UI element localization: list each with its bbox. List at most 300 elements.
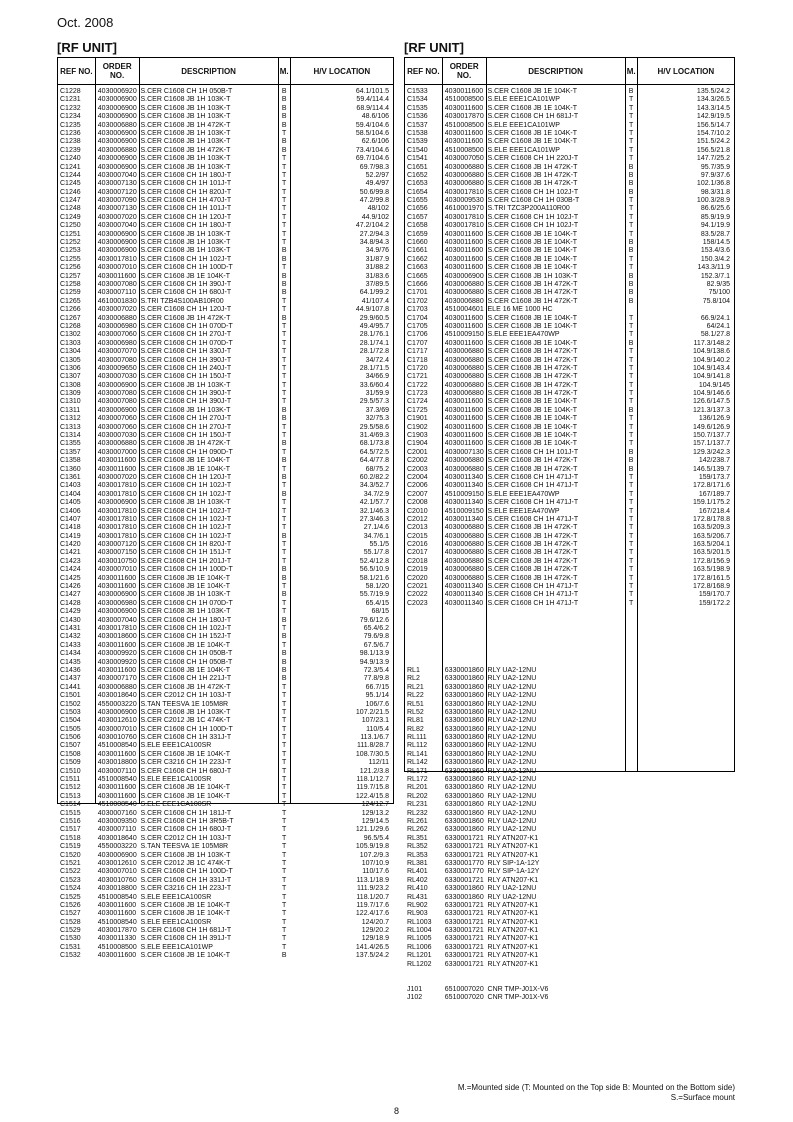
mounted-cell: T: [629, 138, 634, 146]
order-cell: 4030017810: [97, 507, 137, 515]
location-cell: 129/14.5: [361, 817, 389, 825]
order-cell: 4510008540: [97, 893, 137, 901]
ref-cell: C1901: [407, 415, 428, 423]
description-cell: S.CER C1608 JB 1H 472K-T: [487, 348, 578, 356]
description-cell: S.CER C1608 JB 1H 472K-T: [487, 356, 578, 364]
description-cell: S.CER C1608 CH 1H 180J-T: [140, 171, 232, 179]
ref-cell: C1246: [60, 188, 81, 196]
order-cell: 4030006880: [444, 557, 484, 565]
order-cell: 4030006880: [444, 465, 484, 473]
mounted-cell: B: [628, 180, 634, 188]
ref-cell: C1534: [407, 96, 428, 104]
order-cell: 6330001860: [444, 801, 484, 809]
mounted-cell: T: [282, 843, 287, 851]
ref-cell: C1902: [407, 423, 428, 431]
ref-cell: RL1006: [407, 943, 432, 951]
location-cell: 33.6/60.4: [359, 381, 389, 389]
ref-cell: C1526: [60, 901, 81, 909]
mounted-cell: [626, 759, 637, 767]
description-cell: S.CER C1608 CH 1H 150J-T: [140, 432, 232, 440]
mounted-cell: [626, 961, 637, 969]
description-cell: S.CER C1608 JB 1H 472K-T: [140, 121, 231, 129]
description-cell: S.CER C1608 JB 1E 104K-T: [487, 406, 578, 414]
location-cell: [638, 935, 734, 943]
location-cell: 129/20.2: [361, 927, 389, 935]
ref-cell: C1661: [407, 247, 428, 255]
location-cell: [638, 860, 734, 868]
description-cell: S.CER C1608 CH 1H 102J-T: [140, 532, 232, 540]
location-cell: 64.1/101.5: [355, 88, 389, 95]
location-cell: 150.3/4.2: [700, 255, 731, 263]
location-cell: 68.9/114.4: [356, 104, 389, 112]
order-cell: 6330001860: [444, 666, 484, 674]
order-cell: 4030011600: [444, 104, 484, 112]
order-cell: 4510008500: [444, 121, 484, 129]
footnote-mounted-side: M.=Mounted side (T: Mounted on the Top side B: Mounted on the Bottom side): [457, 1083, 735, 1092]
mounted-cell: T: [282, 809, 287, 817]
description-cell: RLY UA2-12NU: [487, 767, 537, 775]
ref-cell: C1250: [60, 222, 81, 230]
ref-cell: C2013: [407, 524, 428, 532]
description-cell: S.ELE EEE1CA100SR: [140, 742, 212, 750]
ref-cell: C2020: [407, 574, 428, 582]
ref-cell: C1540: [407, 146, 428, 154]
ref-cell: RL142: [407, 759, 428, 767]
header-location: H/V LOCATION: [313, 66, 371, 76]
location-cell: 27.3/46.3: [359, 515, 389, 523]
location-cell: [638, 927, 734, 935]
order-cell: 6330001860: [444, 809, 484, 817]
mounted-cell: T: [282, 239, 287, 247]
location-cell: 159/172.2: [698, 599, 731, 607]
ref-cell: C1428: [60, 599, 81, 607]
description-cell: S.CER C1608 CH 1H 102J-T: [140, 524, 232, 532]
description-cell: RLY UA2-12NU: [487, 717, 537, 725]
ref-cell: C2003: [407, 465, 428, 473]
location-cell: [638, 818, 734, 826]
mounted-cell: [626, 684, 637, 692]
description-cell: RLY ATN207-K1: [487, 943, 539, 951]
ref-cell: C2012: [407, 515, 428, 523]
mounted-cell: [626, 944, 637, 952]
location-cell: 172.8/168.9: [693, 583, 731, 591]
description-cell: S.CER C1608 CH 1H 270J-T: [140, 423, 232, 431]
mounted-cell: T: [629, 230, 634, 238]
description-cell: RLY ATN207-K1: [487, 910, 539, 918]
order-cell: 4030006880: [444, 524, 484, 532]
location-cell: 119.7/17.6: [356, 901, 389, 909]
location-cell: 159/170.7: [698, 591, 731, 599]
ref-cell: C1252: [60, 239, 81, 247]
order-cell: 4030018600: [97, 633, 137, 641]
description-cell: RLY UA2-12NU: [487, 893, 537, 901]
mounted-cell: T: [282, 213, 287, 221]
ref-cell: C1234: [60, 113, 81, 121]
location-cell: 156.5/14.7: [696, 121, 731, 129]
order-cell: 4030007070: [97, 348, 137, 356]
description-cell: RLY UA2-12NU: [487, 776, 537, 784]
order-cell: 4030011600: [444, 314, 484, 322]
location-cell: 29.9/60.5: [359, 314, 389, 322]
description-cell: S.CER C1608 JB 1H 472K-T: [487, 524, 578, 532]
mounted-cell: T: [282, 222, 287, 230]
description-cell: RLY UA2-12NU: [487, 700, 537, 708]
description-cell: S.CER C1608 JB 1H 103K-T: [140, 708, 231, 716]
mounted-cell: T: [282, 465, 287, 473]
order-cell: 4510004601: [444, 306, 484, 314]
mounted-cell: T: [629, 348, 634, 356]
description-cell: RLY UA2-12NU: [487, 742, 537, 750]
mounted-cell: T: [282, 708, 287, 716]
order-cell: 6330001721: [444, 960, 484, 968]
ref-cell: RL1201: [407, 952, 432, 960]
ref-cell: RL381: [407, 859, 428, 867]
order-cell: 6330001860: [444, 885, 484, 893]
ref-cell: C1524: [60, 885, 81, 893]
mounted-cell: T: [282, 155, 287, 163]
order-cell: 4030018640: [97, 834, 137, 842]
ref-cell: RL353: [407, 851, 428, 859]
location-cell: 68.1/73.8: [359, 440, 389, 448]
description-cell: S.CER C1608 CH 1H 471J-T: [487, 515, 579, 523]
ref-cell: C1652: [407, 171, 428, 179]
order-cell: 4030007060: [97, 423, 137, 431]
header-ref-no: REF NO.: [405, 58, 443, 84]
location-cell: 28.1/71.5: [359, 364, 389, 372]
order-cell: 4030017810: [97, 625, 137, 632]
ref-cell: C1248: [60, 205, 81, 213]
mounted-cell: B: [281, 406, 287, 414]
description-cell: ELE 16 ME 1000 HC: [487, 306, 553, 314]
ref-cell: C1665: [407, 272, 428, 280]
ref-cell: C1522: [60, 868, 81, 876]
mounted-cell: T: [282, 180, 287, 188]
description-cell: S.CER C1608 CH 1H 100D-T: [140, 868, 233, 876]
description-cell: S.CER C1608 CH 1H 331J-T: [140, 876, 232, 884]
mounted-cell: [626, 742, 637, 750]
ref-cell: C1541: [407, 155, 428, 163]
location-cell: 66.9/24.1: [700, 314, 731, 322]
ref-cell: C1420: [60, 541, 81, 549]
mounted-cell: [626, 919, 637, 927]
description-cell: S.CER C1608 CH 1H 090D-T: [140, 448, 233, 456]
ref-cell: C1418: [60, 524, 81, 532]
order-cell: 4030007010: [97, 264, 137, 272]
mounted-cell: [626, 860, 637, 868]
description-cell: S.CER C1608 JB 1H 472K-T: [487, 171, 578, 179]
mounted-cell: [626, 952, 637, 960]
order-cell: 4030011600: [444, 432, 484, 440]
location-cell: 94.1/19.9: [700, 222, 731, 230]
description-cell: S.CER C1608 JB 1E 104K-T: [487, 104, 578, 112]
mounted-cell: T: [282, 398, 287, 406]
ref-cell: C1424: [60, 566, 81, 574]
ref-cell: C1525: [60, 893, 81, 901]
description-cell: S.CER C1608 CH 1H 391J-T: [140, 935, 232, 943]
order-cell: 6330001721: [444, 918, 484, 926]
mounted-cell: T: [282, 742, 287, 750]
location-cell: 34.3/52.7: [359, 482, 389, 490]
description-cell: S.CER C1608 JB 1H 103K-T: [140, 499, 231, 507]
mounted-cell: T: [282, 759, 287, 767]
ref-cell: C1251: [60, 230, 81, 238]
mounted-cell: T: [282, 348, 287, 356]
mounted-cell: T: [282, 197, 287, 205]
mounted-cell: T: [282, 297, 287, 305]
mounted-cell: T: [282, 717, 287, 725]
ref-cell: RL112: [407, 742, 428, 750]
order-cell: 4030011340: [444, 473, 484, 481]
description-cell: S.CER C1608 JB 1E 104K-T: [140, 457, 231, 465]
location-cell: 122.4/15.8: [355, 792, 389, 800]
order-cell: 4030010750: [97, 557, 137, 565]
ref-cell: C1256: [60, 264, 81, 272]
order-cell: 4030006880: [444, 457, 484, 465]
ref-cell: C1903: [407, 432, 428, 440]
order-cell: 4030011600: [444, 264, 484, 272]
mounted-cell: T: [629, 440, 634, 448]
order-cell: 4030006900: [97, 247, 137, 255]
mounted-cell: [626, 784, 637, 792]
order-cell: 4030006900: [97, 381, 137, 389]
order-cell: 6330001721: [444, 943, 484, 951]
mounted-cell: T: [282, 448, 287, 456]
ref-cell: C1724: [407, 398, 428, 406]
description-cell: S.ELE EEE1CA100SR: [140, 776, 212, 784]
description-cell: RLY UA2-12NU: [487, 759, 537, 767]
order-cell: 6510007020: [444, 994, 484, 1002]
mounted-cell: B: [628, 188, 634, 196]
mounted-cell: T: [629, 490, 634, 498]
ref-cell: C1303: [60, 339, 81, 347]
description-cell: S.CER C1608 JB 1E 104K-T: [140, 901, 231, 909]
mounted-cell: B: [628, 297, 634, 305]
location-cell: [638, 734, 734, 742]
location-cell: 47.2/99.8: [359, 197, 389, 205]
description-cell: S.CER C2012 JB 1C 474K-T: [140, 717, 231, 725]
location-cell: 157.1/137.7: [693, 440, 731, 448]
description-cell: RLY UA2-12NU: [487, 683, 537, 691]
ref-cell: C1357: [60, 448, 81, 456]
description-cell: S.CER C1608 JB 1E 104K-T: [487, 440, 578, 448]
ref-cell: C1421: [60, 549, 81, 557]
ref-cell: C1241: [60, 163, 81, 171]
location-cell: 79.6/9.8: [363, 633, 389, 641]
location-cell: 65.4/15: [365, 599, 389, 607]
description-cell: S.CER C1608 JB 1E 104K-T: [487, 423, 578, 431]
mounted-cell: T: [629, 532, 634, 540]
order-cell: 6330001860: [444, 725, 484, 733]
order-cell: 4030007060: [97, 331, 137, 339]
mounted-cell: [626, 801, 637, 809]
location-cell: 28.1/72.8: [359, 348, 389, 356]
ref-cell: C1536: [407, 113, 428, 121]
ref-cell: C1247: [60, 197, 81, 205]
header-order-no: ORDER NO.: [96, 58, 140, 84]
ref-cell: C1722: [407, 381, 428, 389]
header-order-no: ORDER NO.: [443, 58, 487, 84]
order-cell: 4610001970: [444, 205, 484, 213]
mounted-cell: T: [282, 801, 287, 809]
location-cell: [638, 784, 734, 792]
location-cell: [638, 910, 734, 918]
ref-cell: RL111: [407, 734, 427, 742]
location-cell: 136/126.9: [698, 415, 731, 423]
description-cell: RLY UA2-12NU: [487, 784, 537, 792]
mounted-cell: T: [629, 591, 634, 599]
ref-cell: C1518: [60, 834, 81, 842]
location-cell: [638, 726, 734, 734]
ref-cell: C1314: [60, 432, 81, 440]
location-cell: 110/5.4: [366, 725, 389, 733]
location-cell: 58.5/104.6: [355, 129, 389, 137]
location-cell: 50.6/99.8: [359, 188, 389, 196]
mounted-cell: T: [282, 859, 287, 867]
description-cell: S.CER C1608 JB 1E 104K-T: [140, 784, 231, 792]
order-cell: 4550003220: [97, 700, 137, 708]
location-cell: 167/189.7: [698, 490, 731, 498]
mounted-cell: B: [281, 314, 287, 322]
description-cell: RLY ATN207-K1: [487, 851, 539, 859]
location-cell: 64/24.1: [706, 322, 731, 330]
mounted-cell: T: [282, 432, 287, 440]
order-cell: 4030007130: [97, 180, 137, 188]
description-cell: S.CER C1608 CH 1H 101J-T: [487, 448, 579, 456]
ref-cell: J101: [407, 985, 423, 993]
mounted-cell: [626, 835, 637, 843]
ref-cell: C1257: [60, 272, 81, 280]
ref-cell: C1429: [60, 608, 81, 616]
mounted-cell: T: [629, 473, 634, 481]
order-cell: 4030006880: [444, 364, 484, 372]
mounted-cell: B: [628, 448, 634, 456]
order-cell: 4030006900: [97, 499, 137, 507]
description-cell: S.CER C1608 JB 1H 472K-T: [487, 532, 578, 540]
mounted-cell: T: [282, 364, 287, 372]
mounted-cell: T: [629, 129, 634, 137]
mounted-cell: [626, 709, 637, 717]
mounted-column: [279, 85, 291, 960]
location-cell: 143.3/14.5: [696, 104, 731, 112]
ref-cell: C1529: [60, 927, 81, 935]
location-cell: 62.6/106: [361, 138, 389, 146]
order-cell: 4030006900: [444, 272, 484, 280]
ref-cell: C1310: [60, 398, 81, 406]
description-cell: S.CER C1608 CH 1H 102J-T: [487, 222, 579, 230]
order-cell: 4030006900: [97, 163, 137, 171]
description-cell: S.CER C1608 CH 1H 050B-T: [140, 650, 233, 658]
order-cell: 4030011600: [97, 666, 137, 674]
location-cell: 104.9/138.6: [693, 348, 731, 356]
description-cell: S.CER C1608 CH 1H 102J-T: [487, 188, 579, 196]
section-title-left: [RF UNIT]: [57, 40, 117, 55]
order-cell: 4030011340: [444, 515, 484, 523]
ref-cell: RL431: [407, 893, 428, 901]
location-cell: [638, 793, 734, 801]
ref-cell: C1659: [407, 230, 428, 238]
description-cell: S.CER C1608 CH 1H 151J-T: [140, 549, 232, 557]
ref-cell: RL1202: [407, 960, 432, 968]
description-cell: S.CER C1608 JB 1H 472K-T: [140, 683, 231, 691]
description-cell: S.CER C1608 JB 1H 103K-T: [140, 96, 231, 104]
description-cell: S.CER C1608 JB 1H 103K-T: [140, 247, 231, 255]
description-cell: S.CER C2012 CH 1H 103J-T: [140, 834, 232, 842]
ref-cell: C1539: [407, 138, 428, 146]
location-cell: 147.7/25.2: [696, 155, 731, 163]
location-cell: 48/102: [367, 205, 389, 213]
description-cell: S.CER C1608 CH 1H 102J-T: [140, 507, 232, 515]
order-cell: 4030007060: [97, 415, 137, 423]
order-cell: 4030007170: [97, 675, 137, 683]
description-cell: S.CER C1608 JB 1H 472K-T: [140, 314, 231, 322]
description-cell: S.CER C1608 JB 1H 103K-T: [140, 113, 231, 121]
description-cell: S.CER C1608 JB 1E 104K-T: [140, 583, 231, 591]
mounted-cell: [626, 667, 637, 675]
location-cell: [638, 919, 734, 927]
description-cell: S.CER C1608 JB 1E 104K-T: [140, 792, 231, 800]
location-cell: [638, 306, 734, 314]
location-cell: 59.4/114.4: [356, 96, 389, 104]
order-cell: 4030007030: [97, 373, 137, 381]
ref-cell: C1507: [60, 742, 81, 750]
mounted-cell: T: [282, 381, 287, 389]
order-cell: 6330001860: [444, 767, 484, 775]
location-cell: 163.5/201.5: [693, 549, 731, 557]
order-cell: 6330001721: [444, 927, 484, 935]
location-cell: 96.5/5.4: [363, 834, 389, 842]
mounted-cell: [626, 868, 637, 876]
mounted-cell: B: [628, 272, 634, 280]
mounted-cell: T: [282, 817, 287, 825]
ref-cell: C1441: [60, 683, 81, 691]
location-cell: 149.6/126.9: [693, 423, 731, 431]
mounted-cell: B: [281, 113, 287, 121]
order-cell: 4030007020: [97, 306, 137, 314]
mounted-cell: [626, 701, 637, 709]
order-cell: 6330001860: [444, 692, 484, 700]
description-cell: S.CER C1608 CH 1H 820J-T: [140, 541, 232, 549]
location-cell: 28.1/74.1: [359, 339, 389, 347]
order-cell: 4030006880: [444, 297, 484, 305]
table-body: [405, 85, 734, 1002]
location-cell: 47.2/104.2: [355, 222, 389, 230]
ref-column: [405, 85, 443, 1002]
location-cell: 79.6/12.6: [359, 616, 389, 624]
description-cell: RLY UA2-12NU: [487, 708, 537, 716]
ref-cell: C2002: [407, 457, 428, 465]
ref-cell: RL262: [407, 826, 428, 834]
mounted-cell: T: [282, 826, 287, 834]
mounted-cell: [626, 885, 637, 893]
description-cell: S.CER C1608 JB 1E 104K-T: [140, 952, 231, 960]
location-cell: [638, 692, 734, 700]
description-cell: RLY UA2-12NU: [487, 885, 537, 893]
location-cell: 34.7/6.1: [363, 532, 389, 540]
mounted-cell: T: [629, 566, 634, 574]
location-cell: 66.7/15: [365, 683, 389, 691]
ref-cell: C1436: [60, 666, 81, 674]
ref-cell: C1508: [60, 750, 81, 758]
order-cell: 4030011340: [444, 583, 484, 591]
location-cell: 121.2/3.8: [359, 767, 389, 775]
mounted-cell: [626, 894, 637, 902]
mounted-cell: [626, 692, 637, 700]
description-cell: S.CER C1608 CH 1H 471J-T: [487, 583, 579, 591]
description-cell: S.CER C1608 JB 1E 104K-T: [140, 574, 231, 582]
location-cell: 119.7/15.8: [356, 784, 389, 792]
mounted-cell: T: [629, 121, 634, 129]
location-cell: 172.8/171.6: [693, 482, 731, 490]
